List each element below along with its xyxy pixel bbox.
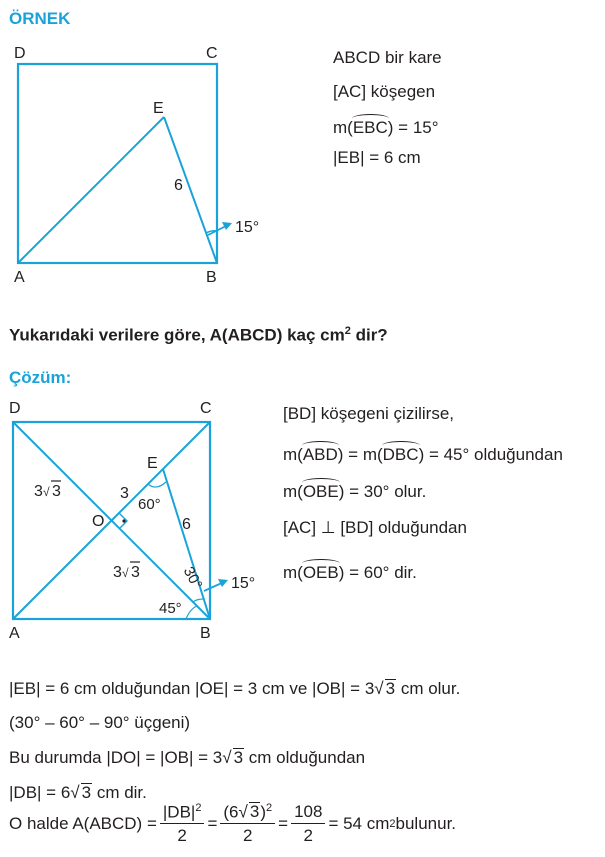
given-1: ABCD bir kare [333, 48, 442, 67]
point-b: B [206, 269, 217, 286]
ob-length-rad: 3 [131, 564, 140, 581]
do-length-coef: 3 [34, 483, 43, 500]
ob-length-root: √ [122, 566, 129, 580]
point-c-solution: C [200, 400, 212, 417]
eb-length-solution: 6 [182, 516, 191, 533]
right-angle-dot [122, 519, 125, 522]
point-a-solution: A [9, 625, 20, 642]
solution-heading: Çözüm: [9, 368, 72, 387]
angle-15-solution: 15° [231, 575, 256, 592]
segment-eb [164, 117, 217, 263]
solution-figure [0, 395, 275, 650]
fraction-2: $\frac{(6√ 3)^2}{2}$ [220, 802, 275, 847]
do-length-rad: 3 [52, 483, 61, 500]
diagonal-ac [18, 117, 164, 263]
solution-line-1: |EB| = 6 cm olduğundan |OE| = 3 cm ve |OB| = 3√ 3 cm olur. [9, 679, 461, 698]
point-e-solution: E [147, 455, 158, 472]
solution-line-4: |DB| = 6√ 3 cm dir. [9, 783, 147, 802]
angle-45: 45° [159, 600, 182, 617]
fraction-1: $\frac{|DB|^2}{2}$ [160, 802, 205, 847]
side-line-3: m(OBE) = 30° olur. [283, 482, 427, 501]
point-d-solution: D [9, 400, 21, 417]
point-a: A [14, 269, 25, 286]
example-heading: ÖRNEK [9, 9, 71, 28]
point-d: D [14, 45, 26, 62]
eb-length: 6 [174, 177, 183, 194]
angle-arrow-head-solution [218, 579, 228, 587]
arc-ebc: EBC [352, 118, 388, 137]
do-length-root: √ [43, 485, 50, 499]
angle-30: 30° [179, 564, 206, 593]
given-4: |EB| = 6 cm [333, 148, 421, 167]
side-line-5: m(OEB) = 60° dir. [283, 563, 417, 582]
angle-45-arc [186, 606, 197, 619]
given-3: m(EBC) = 15° [333, 118, 439, 137]
solution-line-5: O halde A(ABCD) = $\frac{|DB|^2}{2}$ = $\frac{(6√ 3)^2}{2}$ = $\frac{108}{2}$ = 54 cm 2 bulunur. [9, 801, 457, 846]
angle-arrow-head [222, 222, 232, 230]
point-c: C [206, 45, 218, 62]
side-line-1: [BD] köşegeni çizilirse, [283, 404, 455, 423]
ob-length-coef: 3 [113, 564, 122, 581]
question: Yukarıdaki verilere göre, A(ABCD) kaç $cm^2$ dir? [9, 325, 388, 345]
example-figure [0, 35, 300, 295]
solution-line-3: Bu durumda |DO| = |OB| = 3√ 3 cm olduğundan [9, 748, 366, 767]
given-2: [AC] köşegen [333, 82, 436, 101]
fraction-3: $\frac{108}{2}$ [291, 802, 325, 846]
point-b-solution: B [200, 625, 211, 642]
angle-30-arc [193, 599, 203, 602]
angle-60: 60° [138, 496, 161, 513]
point-e: E [153, 100, 164, 117]
point-o: O [92, 513, 105, 530]
side-line-4: [AC] ⊥ [BD] olduğundan [283, 518, 467, 537]
angle-15: 15° [235, 219, 260, 236]
side-line-2: m(ABD) = m(DBC) = 45° olduğundan [283, 445, 563, 464]
solution-line-2: (30° – 60° – 90° üçgeni) [9, 713, 191, 732]
oe-length: 3 [120, 485, 129, 502]
angle-60-arc [148, 482, 166, 487]
